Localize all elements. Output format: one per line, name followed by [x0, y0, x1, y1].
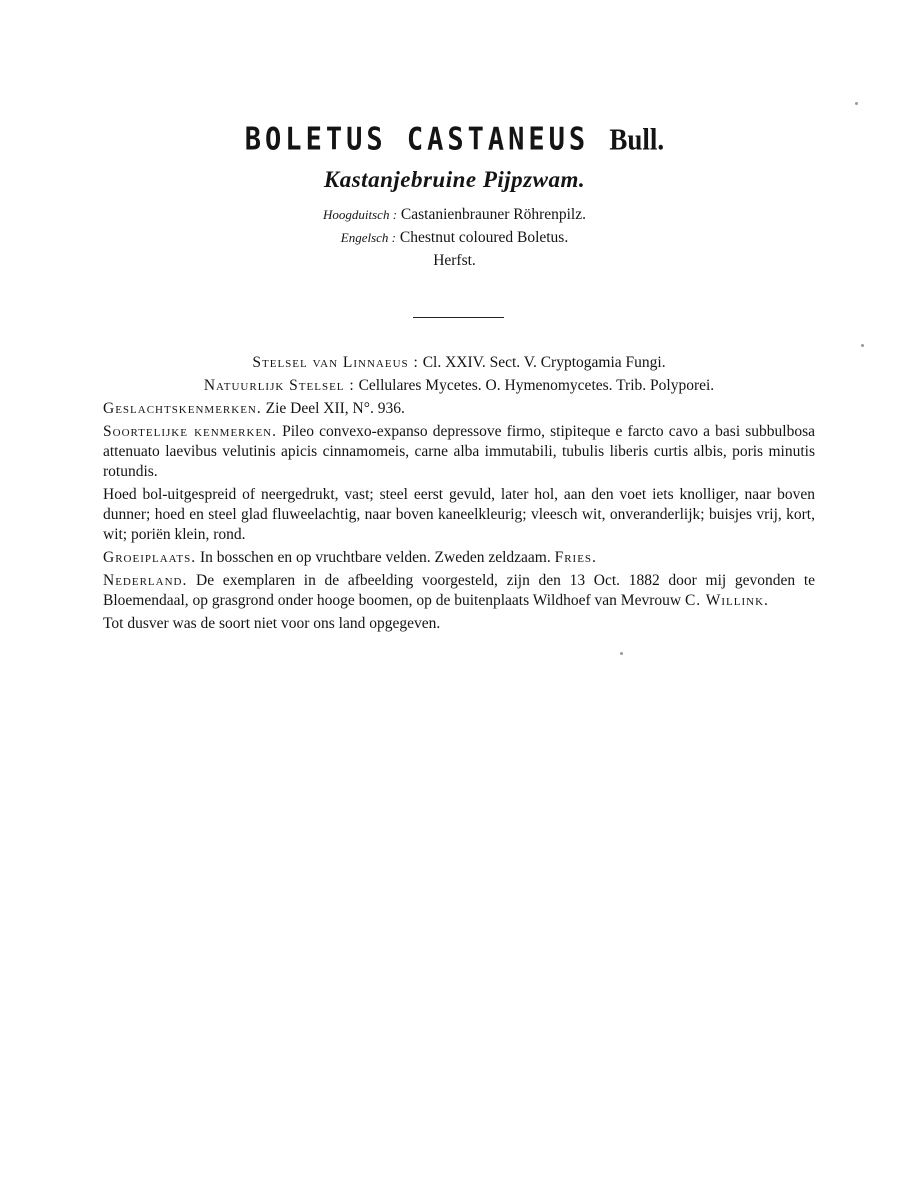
paper-speck — [620, 652, 623, 655]
habitat-label: Groeiplaats. — [103, 549, 197, 566]
genus-characters — [103, 399, 815, 419]
paper-speck — [861, 344, 864, 347]
record-note: Tot dusver was de soort niet voor ons land opgegeven. — [103, 615, 441, 632]
habitat-source: Fries. — [554, 549, 597, 566]
species-label: Soortelijke kenmerken. — [103, 423, 277, 440]
species-latin-text: Pileo convexo-expanso depressove firmo, stipiteque e farcto cavo a basi subbulbosa attenuato laevibus velutinis apicis cinnamomeis, carne alba immutabili, tubulis liberis curtis albis, poris minutis rotundis. — [103, 423, 815, 480]
german-name: Castanienbrauner Röhrenpilz. — [400, 206, 586, 223]
netherlands-text: De exemplaren in de afbeelding voorgesteld, zijn den 13 Oct. 1882 door mij gevonden te Bloemendaal, op grasgrond onder hooge boomen, op de buitenplaats Wildhoef van Mevrouw — [103, 572, 816, 609]
page-header — [0, 118, 909, 272]
netherlands-label: Nederland. — [103, 572, 188, 589]
linnaeus-system — [103, 353, 815, 373]
species-author: Bull. — [609, 121, 665, 157]
divider-rule — [413, 317, 504, 318]
english-name-line — [0, 226, 909, 249]
description-body — [103, 353, 815, 637]
natural-label: Natuurlijk Stelsel : — [203, 377, 355, 394]
natural-system — [103, 376, 815, 396]
netherlands-record — [103, 571, 815, 611]
genus-label: Geslachtskenmerken. — [103, 400, 262, 417]
linnaeus-label: Stelsel van Linnaeus : — [252, 354, 419, 371]
foreign-names — [0, 203, 909, 249]
species-characters-dutch: Hoed bol-uitgespreid of neergedrukt, vast; steel eerst gevuld, later hol, aan den voet iets knolliger, naar boven dunner; hoed en steel glad fluweelachtig, naar boven kaneelkleurig; vleesch wit, onveranderlijk; buisjes vrij, kort, wit; poriën klein, rond. — [103, 486, 815, 543]
paper-speck — [855, 102, 858, 105]
collector-name: C. Willink. — [684, 592, 769, 609]
habitat-text: In bosschen en op vruchtbare velden. Zweden zeldzaam. — [199, 549, 551, 566]
english-label: Engelsch : — [340, 230, 397, 245]
species-characters-latin — [103, 422, 815, 482]
genus-text: Zie Deel XII, N°. 936. — [265, 400, 405, 417]
dutch-common-name: Kastanjebruine Pijpzwam. — [323, 167, 586, 192]
english-name: Chestnut coloured Boletus. — [399, 229, 569, 246]
species-name: BOLETUS CASTANEUS — [244, 121, 590, 158]
natural-text: Cellulares Mycetes. O. Hymenomycetes. Trib. Polyporei. — [358, 377, 715, 394]
german-label: Hoogduitsch : — [323, 207, 398, 222]
linnaeus-text: Cl. XXIV. Sect. V. Cryptogamia Fungi. — [422, 354, 666, 371]
habitat — [103, 548, 815, 568]
season: Herfst. — [433, 252, 476, 269]
page-title — [0, 115, 909, 164]
german-name-line — [0, 203, 909, 226]
